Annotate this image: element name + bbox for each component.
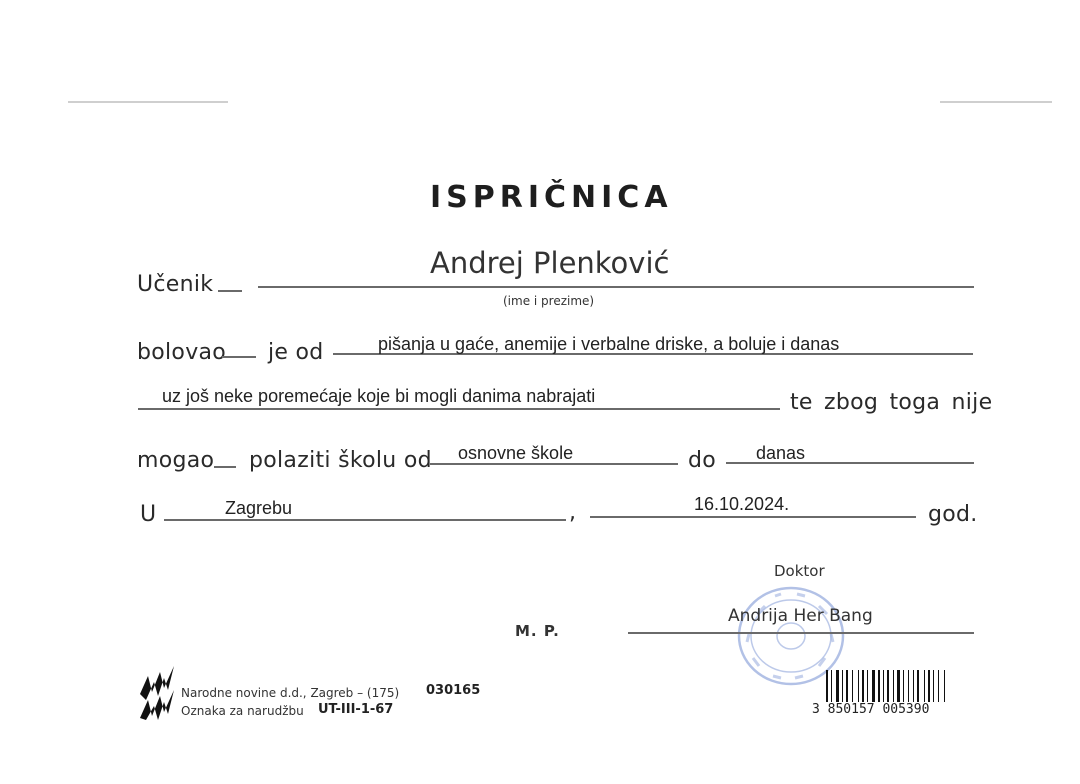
barcode-bar [852,670,853,702]
attend-label: polaziti školu od [249,448,432,473]
barcode-bar [935,670,937,702]
place-line [164,519,566,521]
barcode-bar [869,670,871,702]
barcode-bar [893,670,894,702]
barcode-bar [915,670,916,702]
barcode-bar [858,670,859,702]
ill-label: bolovao [137,340,227,365]
publisher-line: Narodne novine d.d., Zagreb – (175) [181,686,400,700]
barcode-bar [917,670,919,702]
barcode-bar [844,670,845,702]
place-value: Zagrebu [225,498,293,518]
doctor-name: Andrija Her Bang [728,606,873,626]
stamp-label: M. P. [515,622,560,640]
barcode-bar [865,670,866,702]
barcode-bar [924,670,925,702]
barcode-bar [883,670,884,702]
barcode-bar [840,670,841,702]
barcode-bar [836,670,839,702]
student-label: Učenik [137,272,214,297]
barcode-bar [938,670,939,702]
barcode-bar [940,670,943,702]
barcode-number: 3 850157 005390 [812,702,930,717]
name-caption: (ime i prezime) [503,294,595,308]
student-short-line [218,290,242,292]
barcode-bar [846,670,848,702]
barcode-bar [910,670,912,702]
date-line [590,516,916,518]
barcode-bar [872,670,875,702]
comma: , [569,500,577,525]
barcode [826,670,976,702]
barcode-bar [876,670,877,702]
illness-text-2: uz još neke poremećaje koje bi mogli danima nabrajati [162,386,596,406]
therefore-label: te zbog toga nije [790,390,993,415]
attend-to: danas [756,443,806,463]
publisher-logo-icon [138,664,176,720]
barcode-bar [833,670,835,702]
barcode-bar [913,670,914,702]
barcode-bar [933,670,934,702]
barcode-bar [842,670,843,702]
barcode-bar [829,670,830,702]
barcode-bar [867,670,868,702]
barcode-bar [878,670,880,702]
place-label: U [140,502,157,527]
illness-line-2 [138,408,780,410]
publisher-code: 030165 [426,683,481,698]
student-line [258,286,974,288]
order-code: UT-III-1-67 [318,702,394,717]
to-label: do [688,448,717,473]
barcode-bar [890,670,892,702]
year-label: god. [928,502,978,527]
barcode-bar [901,670,902,702]
barcode-bar [931,670,932,702]
barcode-bar [849,670,851,702]
document-title: ISPRIČNICA [430,180,673,215]
barcode-bar [946,670,948,702]
barcode-bar [881,670,882,702]
could-label: mogao [137,448,215,473]
barcode-bar [826,670,828,702]
barcode-bar [903,670,904,702]
barcode-bar [926,670,927,702]
barcode-bar [860,670,861,702]
barcode-bar [895,670,896,702]
barcode-bar [944,670,945,702]
barcode-bar [897,670,900,702]
top-border-right [940,101,1052,103]
attend-from: osnovne škole [458,443,574,463]
from-label: je od [268,340,324,365]
signature-line [628,632,974,634]
barcode-bar [862,670,864,702]
barcode-bar [905,670,907,702]
barcode-bar [920,670,923,702]
order-label: Oznaka za narudžbu [181,704,304,718]
ill-short-line [222,356,256,358]
barcode-bar [887,670,889,702]
barcode-bar [908,670,909,702]
barcode-bar [854,670,857,702]
doctor-label: Doktor [774,562,825,580]
top-border-left [68,101,228,103]
barcode-bar [928,670,930,702]
illness-text-1: pišanja u gaće, anemije i verbalne driske, a boluje i danas [378,334,840,354]
barcode-bar [831,670,832,702]
barcode-bar [885,670,886,702]
could-short-line [214,466,236,468]
date-value: 16.10.2024. [694,494,790,514]
student-name: Andrej Plenković [430,246,670,280]
